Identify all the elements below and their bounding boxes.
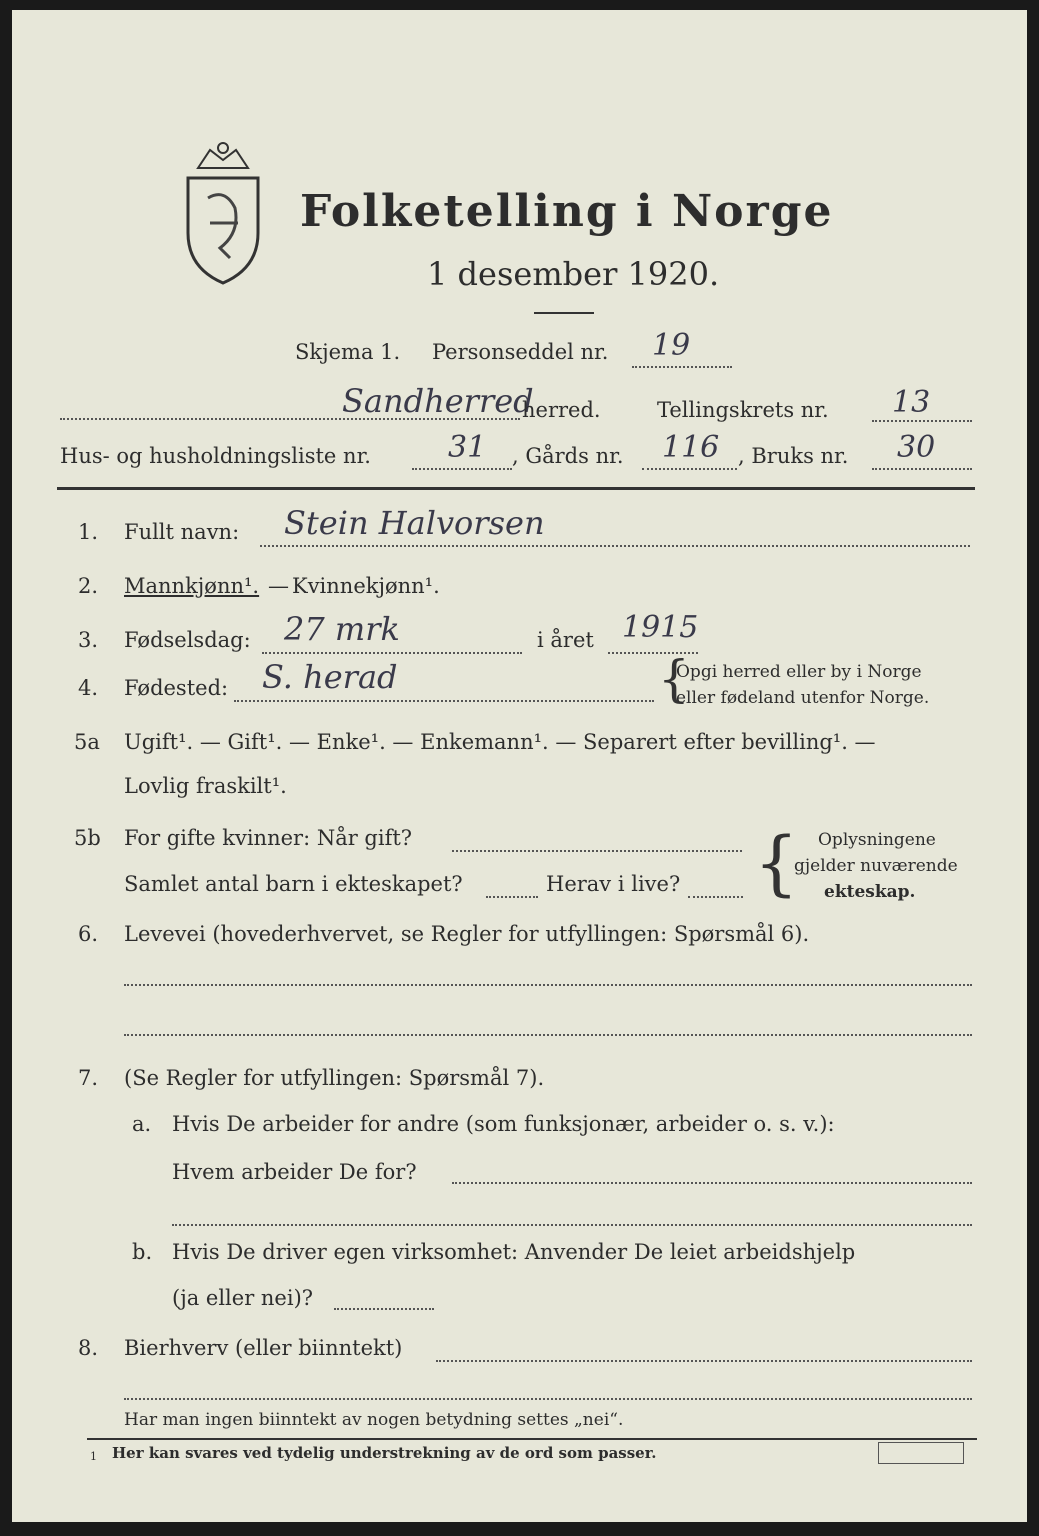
q4-number: 4. (78, 676, 99, 700)
q5b-note-line1: Oplysningene (818, 830, 936, 850)
personseddel-value: 19 (652, 328, 691, 363)
hus-value: 31 (448, 430, 487, 465)
q3-year-value: 1915 (622, 610, 699, 645)
printer-stamp (878, 1442, 964, 1464)
q1-label: Fullt navn: (124, 520, 240, 544)
herred-value: Sandherred (342, 382, 534, 420)
bruks-value: 30 (897, 430, 936, 465)
personseddel-label: Personseddel nr. (432, 340, 609, 364)
q6-number: 6. (78, 922, 99, 946)
q5b-brace: { (754, 822, 799, 904)
form-date: 1 desember 1920. (427, 255, 720, 293)
q5b-line2b: Herav i live? (546, 872, 681, 896)
q3-value: 27 mrk (284, 610, 400, 648)
q5b-number: 5b (74, 826, 101, 850)
q4-note-line2: eller fødeland utenfor Norge. (676, 688, 930, 708)
q4-value: S. herad (262, 658, 398, 696)
q2-male-label: Mannkjønn¹. (124, 574, 260, 598)
q5b-line2a: Samlet antal barn i ekteskapet? (124, 872, 463, 896)
q7a-line2: Hvem arbeider De for? (172, 1160, 417, 1184)
gards-value: 116 (662, 430, 720, 465)
tellingskrets-label: Tellingskrets nr. (657, 398, 829, 422)
q3-year-label: i året (537, 628, 594, 652)
q5a-line1: Ugift¹. — Gift¹. — Enke¹. — Enkemann¹. — Separert efter bevilling¹. — (124, 730, 876, 754)
q7b-line1: Hvis De driver egen virksomhet: Anvender De leiet arbeidshjelp (172, 1240, 856, 1264)
q7b-number: b. (132, 1240, 153, 1264)
q4-label: Fødested: (124, 676, 229, 700)
q6-text: Levevei (hovederhvervet, se Regler for utfyllingen: Spørsmål 6). (124, 922, 810, 946)
q5a-number: 5a (74, 730, 100, 754)
footnote-number: 1 (90, 1450, 97, 1463)
q2-female-label: Kvinnekjønn¹. (292, 574, 440, 598)
q2-number: 2. (78, 574, 99, 598)
q3-number: 3. (78, 628, 99, 652)
tellingskrets-value: 13 (892, 385, 931, 420)
q4-note-line1: Opgi herred eller by i Norge (676, 662, 922, 682)
bruks-label: , Bruks nr. (738, 444, 849, 468)
herred-label: herred. (522, 398, 601, 422)
q7b-line2: (ja eller nei)? (172, 1286, 314, 1310)
q4-brace: { (658, 650, 690, 708)
footnote-text: Her kan svares ved tydelig understrekning av de ord som passer. (112, 1444, 657, 1462)
q7a-number: a. (132, 1112, 152, 1136)
census-form (12, 10, 1027, 1522)
q3-label: Fødselsdag: (124, 628, 251, 652)
q1-value: Stein Halvorsen (284, 504, 545, 542)
q5b-note-line2: gjelder nuværende (794, 856, 958, 876)
q1-number: 1. (78, 520, 99, 544)
q8-number: 8. (78, 1336, 99, 1360)
q8-text: Bierhverv (eller biinntekt) (124, 1336, 403, 1360)
q7-number: 7. (78, 1066, 99, 1090)
footer-note: Har man ingen biinntekt av nogen betydning settes „nei“. (124, 1410, 624, 1430)
q7a-line1: Hvis De arbeider for andre (som funksjonær, arbeider o. s. v.): (172, 1112, 835, 1136)
skjema-label: Skjema 1. (295, 340, 401, 364)
form-title: Folketelling i Norge (300, 186, 834, 237)
q2-separator: — (268, 574, 289, 598)
q7-text: (Se Regler for utfyllingen: Spørsmål 7). (124, 1066, 545, 1090)
q5a-line2: Lovlig fraskilt¹. (124, 774, 287, 798)
q5b-line1: For gifte kvinner: Når gift? (124, 826, 413, 850)
q5b-note-line3: ekteskap. (824, 882, 916, 902)
gards-label: , Gårds nr. (512, 444, 624, 468)
coat-of-arms-icon (180, 138, 266, 288)
hus-label: Hus- og husholdningsliste nr. (60, 444, 371, 468)
